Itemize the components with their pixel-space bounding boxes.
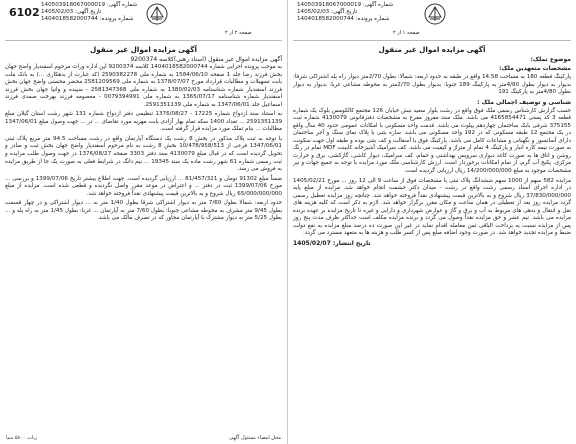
footer-mark: ربات ۵۸۰۰ منیا [6, 435, 38, 441]
document-number: 6102 [9, 6, 40, 19]
paragraph-auction-terms: مزایده 582 سهم از 1000 سهم ششدانگ پلاک ثبتی با مشخصات فوق از ساعت 9 الی 12 روز ... مورخ 1405/02/21 در اداره اجرای اسناد رسمی رشت واقع در رشت - میدان دکتر حشمت انجام خواهد شد. مزایده از مبلغ پایه 37/830/000/000 ریال شروع و به بالاترین قیمت پیشنهادی نقداً فروخته خواهد شد. چنانچه روز مزایده تعطیل رسمی گردد مزایده روز بعد از تعطیلی در همان ساعت و مکان مقرر برگزار خواهد شد. لازم به ذکر است که کلیه هزینه های نقل و انتقال و بدهی های مربوط به آب و برق و گاز و عوارض شهرداری و دارایی و غیره تا تاریخ مزایده بر عهده برنده مزایده می باشد. نیم عشر و حق مزایده نقداً وصول می گردد و برنده مزایده مکلف است حداکثر ظرف مدت پنج روز پس از مزایده نسبت به پرداخت الباقی ثمن معامله اقدام نماید در غیر این صورت ده درصد مبلغ مزایده به نفع دولت ضبط و مزایده تجدید خواهد شد. در صورت وجود اضافه مبلغ پس از کسر طلب و هزینه ها به متعهد مسترد می گردد. [291, 177, 572, 237]
page-number: صفحه ۲ از ۲ [225, 30, 252, 36]
notice-date: تاریخ آگهی: 1405/02/03 [41, 9, 102, 16]
notice-title: آگهی مزایده اموال غیر منقول [378, 45, 486, 54]
page-1 [288, 0, 576, 444]
page-header [293, 0, 571, 41]
publish-date: تاریخ انتشار: 1405/02/07 [293, 239, 371, 247]
paragraph-parking-description: پارکینگ قطعه 180 به مساحت 14.58 واقع در طبقه به حدود اربعه: شمالا: بطول 2/70متر دیوار راه پله اشتراکی شرقا: بدیوار به دیوار بطول 4/80متر به پارکینگ 189 جنوبا: بدیوار بطول 2/70متر به محوطه مشاعی غربا: بدیوار به دیوار بطول 4/80متر به پارکینگ 191 [291, 74, 572, 96]
notice-meta [297, 2, 393, 24]
owners-heading: مشخصات متعهدین ملک: [499, 65, 571, 72]
paragraph-valuation: ضمناً مبلغ 91302 تومان و 81/457/321 ... ارزیابی گردیده است. جهت اطلاع بیشتر تاریخ 1399/07/06 و بررسی ... مورخ 1399/07/06 ثبت در دفتر ... و اعتراض در موعد مقرر واصل نگردیده و قطعی شده است. مزایده از مبلغ 65/000/000/000 ریال شروع و به بالاترین قیمت پیشنهادی نقداً فروخته خواهد شد. [3, 175, 282, 197]
paragraph-specifications: حسب گزارش کارشناس رسمی ملک فوق واقع در رشت بلوار سعید نبش خیابان 126 مجتمع کالکومس بلوک یک شماره قطعه 3 کد پستی 4165854471 می باشد. ملک سند مفروز مفرغ به مشخصات دفترقانونی 4130079 شماره ثبت 375155 شرقی بابک ساختمان چهاردهم پیلوت می باشد. قدمت واحد مسکونی با امکانات عمومی حدود 40 سال واقع در یک مجتمع 12 طبقه مسکونی که در 192 واحد مسکونی می باشد. سازه بتنی با پلاک نمای سنگ و آجر ساختمان دارای آسانسور و نگهبانی و مشاعات کامل می باشد. پارکینگ فوق با آسفالت و کف بتنی بوده و طبقه اول جهت سکونت به صورت نیمه کاره انبار و پارکینگ 4 تمام از متراژ و کیفیت می باشد. کف سرامیک آشپزخانه کابینت MDF تمام در رنگ روشن و اتاق ها به صورت کاغذ دیواری سرویس بهداشتی و حمام، کف سرامیک، دیوار کاشی، گازکشی، برق و حرارت مرکزی، پکیج آب گرم، از تمام امکانات برخوردار است. ارزش کارشناسی ملک مورد مزایده با توجه به جمیع جهات و نیز مشخصات موجود به مبلغ 14/200/000/000 ریال ارزیابی گردیده است. [291, 107, 572, 175]
paragraph-debtors: به موجب پرونده اجرایی شماره 1404018582000744 کلاسه 9200374 این اداره وراث مرحوم اسفندیار واضح جهان بخش فرزند رضا جلد 1 صفحه 1584/06/10 به شماره ملی 2590382278 (کد عبارت از بدهکاری ...) به بانک ملت بابت تسهیلات و مطالبات قرارداد مورخ 1378/07/07 به شماره ملی 2581209569 محضر محسنی واضح جهان بخش فرزند اسفندیار شماره شناسنامه 1380/02/03 به شماره ملی 2581347368 - سپیده و وانیا جهان بخش فرزند اسفندیار شماره شناسنامه 1365/07/17 به شماره ملی 0079394991 - معصومه فرزند بهرخت صمدی فرزند اسماعیل جلد 1347/06/01 به شماره ملی 2591351139. [3, 64, 283, 108]
notice-meta [41, 2, 137, 24]
paragraph-property: با توجه به ثبت پلاک مذکور در بخش 8 رشت یک دستگاه آپارتمان واقع در رشت مساحت 94.5 متر مربع پلاک ثبتی 1347/06/01 فرعی از 10/478/958/513 بخش 8 رشت به نام مرحوم اسفندیار واضح جهان بخش ثبت و صادر و تحویل گردیده است که در قبال مبلغ 4130079 سند دفتر 3303 صفحه 1376/08/27 در جهت وصول طلب مزایده و ثبت رسمی شماره 61 شهر رشت ماده یک سند 19345 ... نیم دانگ در شرایط فعلی به صورت یک جا از طریق مزایده به فروش می رسد. [3, 135, 283, 173]
judiciary-emblem-icon [145, 2, 169, 26]
notice-number: شماره آگهی: 140503918067000019 [41, 2, 138, 8]
page-header [5, 0, 282, 41]
paragraph-boundaries: حدود اربعه: شمالا بطول 7/60 متر به دیوار اشتراکی شرقا بطول 1/40 متر به ... دیوار اشتراکی و در چهار قسمت بطول 9/45 متر مشرف به محوطه مشاعی جنوبا: بطول 7/60 متر به آپارتمان ... غربا: بطول 1/45 متر به راه پله و ... بطول 5/25 متر به دیوار مشترک با آپارتمان مجاور که در تصرف مالک می باشد. [3, 200, 282, 222]
case-number: شماره پرونده: 1404018582000744 [297, 16, 390, 23]
footer-signature: محل امضاء مسئول آگهی [229, 435, 281, 441]
page-number: صفحه ۱ از ۲ [393, 30, 420, 36]
notice-subtitle: آگهی مزایده اموال غیر منقول (اسناد رهنی)کلاسه 9200374 [130, 56, 282, 63]
subject-heading: موضوع تملک: [530, 56, 571, 63]
case-number: شماره پرونده: 1404018582000744 [41, 16, 134, 23]
notice-number: شماره آگهی: 140503918067000019 [297, 2, 394, 8]
notice-title: آگهی مزایده اموال غیر منقول [90, 45, 197, 54]
page-footer [6, 435, 281, 441]
specs-heading: شناسی و توصیف اجمالی ملک : [477, 98, 571, 106]
notice-date: تاریخ آگهی: 1405/02/03 [297, 9, 358, 16]
judiciary-emblem-icon [423, 2, 447, 26]
paragraph-marriage-deed: به استناد سند ازدواج شماره 17225 - 1376/08/27 تنظیمی دفتر ازدواج شماره 131 شهر رشت استان گیلان مبلغ 2591351139 ... تعداد 1400 سکه تمام بهار آزادی بابت مهریه مورد تقاضای ... در ... جهت وصول مبلغ 1347/06/01 مطالبات ... بنام تملک مورد مزایده قرار گرفته است. [3, 111, 283, 133]
